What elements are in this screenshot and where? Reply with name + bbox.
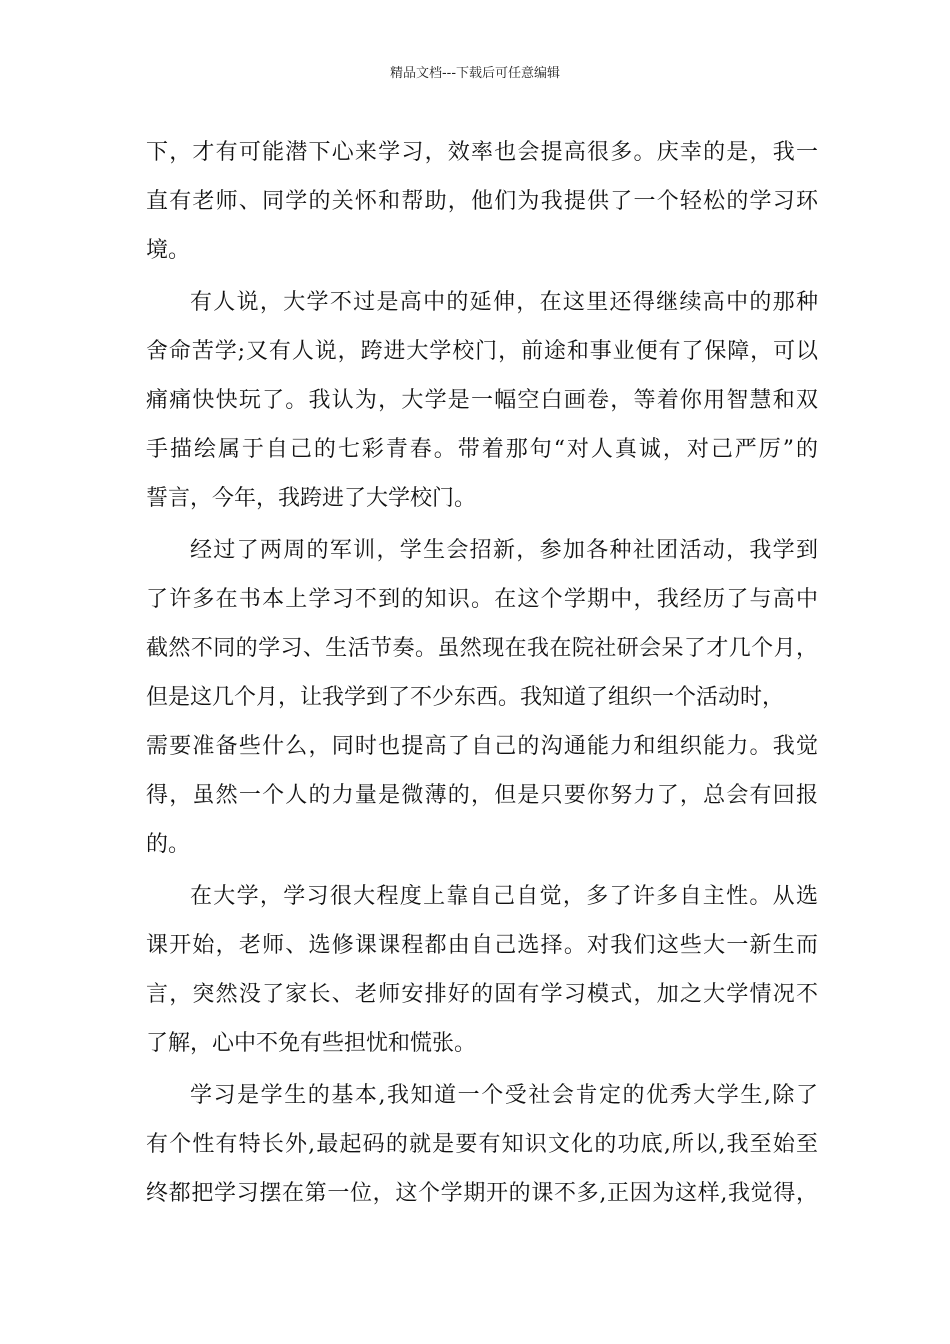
text-line: 了解，心中不免有些担忧和慌张。: [146, 1031, 477, 1056]
text-line: 痛痛快快玩了。我认为，大学是一幅空白画卷，等着你用智慧和双: [146, 388, 818, 413]
text-line: 但是这几个月，让我学到了不少东西。我知道了组织一个活动时，: [146, 685, 785, 710]
text-line: 得，虽然一个人的力量是微薄的，但是只要你努力了，总会有回报: [146, 783, 818, 808]
text-line: 言，突然没了家长、老师安排好的固有学习模式，加之大学情况不: [146, 982, 818, 1007]
page-header: 精品文档---下载后可任意编辑: [389, 66, 561, 81]
text-line: 舍命苦学;又有人说，跨进大学校门，前途和事业便有了保障，可以: [146, 339, 818, 364]
text-line: 直有老师、同学的关怀和帮助，他们为我提供了一个轻松的学习环: [146, 189, 818, 214]
text-line: 在大学，学习很大程度上靠自己自觉，多了许多自主性。从选: [190, 884, 818, 909]
text-line: 有个性有特长外,最起码的就是要有知识文化的功底,所以,我至始至: [146, 1132, 818, 1157]
paragraph: [146, 526, 818, 869]
text-line: 境。: [146, 238, 191, 263]
text-line: 有人说，大学不过是高中的延伸，在这里还得继续高中的那种: [190, 290, 818, 315]
paragraph: [146, 278, 818, 523]
text-line: 誓言，今年，我跨进了大学校门。: [146, 486, 477, 511]
text-line: 截然不同的学习、生活节奏。虽然现在我在院社研会呆了才几个月，: [146, 636, 818, 661]
text-line: 了许多在书本上学习不到的知识。在这个学期中，我经历了与高中: [146, 587, 818, 612]
text-line: 经过了两周的军训，学生会招新，参加各种社团活动，我学到: [190, 538, 818, 563]
paragraph: [146, 872, 818, 1068]
text-line: 终都把学习摆在第一位，这个学期开的课不多,正因为这样,我觉得，: [146, 1181, 818, 1206]
paragraph: [146, 1071, 818, 1218]
text-line: 学习是学生的基本,我知道一个受社会肯定的优秀大学生,除了: [190, 1083, 818, 1108]
document-body: [146, 128, 818, 1218]
text-line: 课开始，老师、选修课课程都由自己选择。对我们这些大一新生而: [146, 933, 818, 958]
text-line: 需要准备些什么，同时也提高了自己的沟通能力和组织能力。我觉: [146, 734, 818, 759]
text-line: 的。: [146, 832, 191, 857]
text-line: 下，才有可能潜下心来学习，效率也会提高很多。庆幸的是，我一: [146, 140, 818, 165]
text-line: 手描绘属于自己的七彩青春。带着那句“对人真诚，对己严厉”的: [146, 437, 818, 462]
paragraph: [146, 128, 818, 275]
